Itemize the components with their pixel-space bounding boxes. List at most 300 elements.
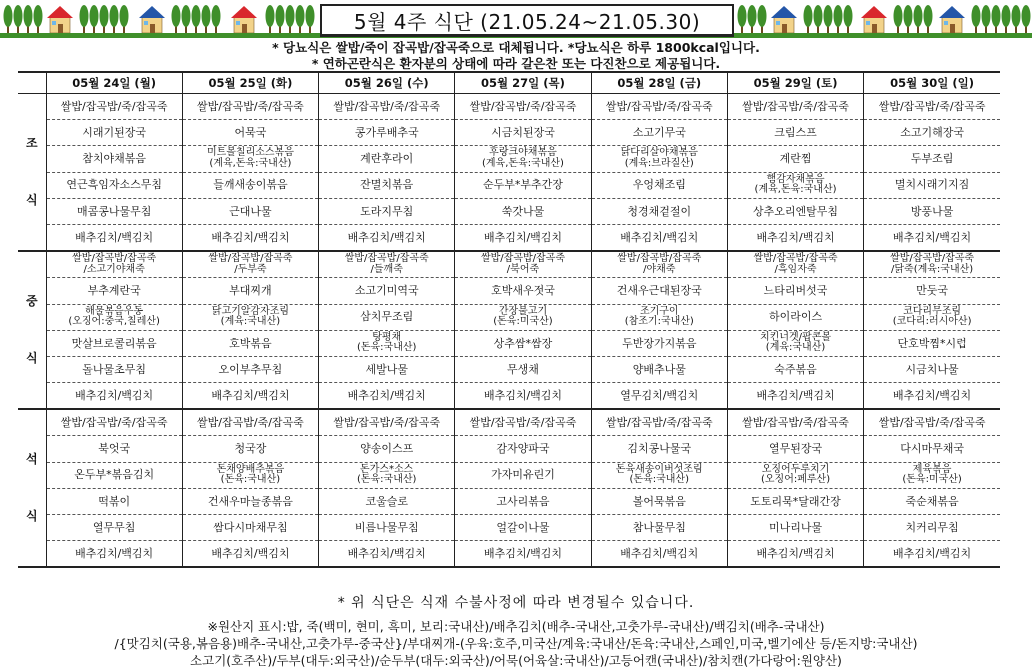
menu-item [47,146,182,172]
menu-item-text: 배추김치/백김치 [75,388,154,402]
menu-item-text: 쌀밥/잡곡밥/잡곡죽 /들깨죽 [344,253,429,275]
menu-item-text: 시래기된장국 [82,126,147,140]
menu-cell [727,251,863,409]
menu-item-text: 배추김치/백김치 [756,388,835,402]
menu-item-text: 감자양파국 [496,442,550,456]
menu-item [183,252,318,278]
menu-item [728,357,863,383]
meal-label [18,251,46,409]
menu-item-text: 고사리볶음 [496,494,550,508]
menu-item-text: 쌀밥/잡곡밥/죽/잡곡죽 [605,99,713,113]
menu-item-text: 가자미유린기 [491,468,555,482]
menu-item-text: 후랑크야채볶음 (계육,돈육:국내산) [481,147,564,169]
menu-cell [319,94,455,252]
menu-cell [864,94,1000,252]
menu-item [864,515,1000,541]
menu-item [728,278,863,304]
menu-item [47,278,182,304]
menu-cell [591,94,727,252]
menu-item-text: 참치야채볶음 [82,152,147,166]
menu-item [592,489,727,515]
menu-item [319,173,454,199]
menu-item [319,463,454,489]
menu-cell [727,409,863,567]
menu-item-text: 하이라이스 [768,310,823,324]
menu-item [592,436,727,462]
menu-item-text: 떡볶이 [98,494,131,508]
menu-item [864,146,1000,172]
menu-item [183,146,318,172]
menu-item-text: 참나물무침 [632,520,686,534]
menu-item [183,305,318,331]
menu-item-text: 배추김치/백김치 [756,230,835,244]
day-header: 05월 24일 (월) [46,72,182,94]
menu-item [455,225,590,250]
menu-item-text: 치커리무침 [905,520,959,534]
menu-item [47,199,182,225]
menu-item [592,199,727,225]
menu-item [319,146,454,172]
menu-item [47,331,182,357]
menu-item [864,463,1000,489]
menu-item [864,199,1000,225]
menu-item [319,94,454,120]
menu-item [455,515,590,541]
meal-label-top: 조 [25,136,38,151]
menu-item [455,383,590,408]
menu-cell [455,251,591,409]
meal-label [18,94,46,252]
menu-item [728,252,863,278]
menu-item-text: 두부조림 [910,152,954,166]
menu-item [592,225,727,250]
menu-item [183,410,318,436]
menu-item [183,173,318,199]
menu-cell [864,409,1000,567]
menu-item-text: 부추계란국 [87,284,141,298]
menu-item-text: 도토리묵*달래간장 [750,494,841,508]
day-header: 05월 30일 (일) [864,72,1000,94]
menu-item [592,94,727,120]
menu-item-text: 김치콩나물국 [627,442,692,456]
menu-item-text: 삼치무조림 [360,310,414,324]
menu-item [47,515,182,541]
menu-item-text: 열무된장국 [768,442,823,456]
menu-item [455,199,590,225]
menu-item-text: 멸치시래기지짐 [894,178,970,192]
menu-item [183,199,318,225]
menu-item-text: 배추김치/백김치 [620,230,699,244]
menu-cell [864,251,1000,409]
menu-item-text: 돈가스*소스 (돈육:국내산) [356,463,417,486]
menu-item-text: 쌀밥/잡곡밥/죽/잡곡죽 [605,416,713,430]
menu-item [455,120,590,146]
menu-item [183,120,318,146]
menu-cell [182,94,318,252]
menu-item [183,541,318,566]
menu-item-text: 소고기무국 [632,126,686,140]
menu-item-text: 쌀밥/잡곡밥/죽/잡곡죽 [197,416,304,430]
menu-item [592,463,727,489]
menu-item-text: 잔멸치볶음 [360,178,414,192]
menu-item [319,515,454,541]
menu-item [592,120,727,146]
menu-item [319,436,454,462]
menu-item [319,357,454,383]
menu-item-text: 방풍나물 [910,204,954,218]
menu-item-text: 호박볶음 [229,336,272,350]
corner-cell [18,72,46,94]
menu-item-text: 배추김치/백김치 [75,547,154,561]
menu-item [592,357,727,383]
menu-item-text: 쌀밥/잡곡밥/죽/잡곡죽 [469,416,577,430]
menu-item [47,94,182,120]
menu-item-text: 쌀밥/잡곡밥/잡곡죽 /소고기야채죽 [72,253,157,275]
menu-item-text: 쌀밥/잡곡밥/잡곡죽 /야채죽 [617,253,702,275]
menu-item-text: 부대찌개 [229,284,272,298]
menu-item [183,225,318,250]
meal-label-bottom: 식 [25,509,38,524]
dysphagia-note: * 연하곤란식은 환자분의 상태에 따라 갈은찬 또는 다진찬으로 제공됩니다. [311,56,721,71]
menu-item-text: 쌀밥/잡곡밥/잡곡죽 /북어죽 [480,253,565,275]
menu-item-text: 무생채 [507,362,539,376]
menu-item [864,541,1000,566]
menu-item-text: 순두부*부추간장 [483,178,563,192]
menu-item [864,252,1000,278]
page-title-text: 5월 4주 식단 (21.05.24~21.05.30) [353,9,701,34]
menu-item [455,463,590,489]
menu-item [319,120,454,146]
menu-item-text: 닭고기알감자조림 (계육:국내산) [211,305,290,328]
menu-item-text: 배추김치/백김치 [620,547,699,561]
menu-item-text: 크림스프 [774,126,817,140]
menu-item-text: 배추김치/백김치 [347,547,426,561]
menu-item-text: 쌀밥/잡곡밥/잡곡죽 /두부죽 [208,253,293,275]
menu-item [455,146,590,172]
menu-item-text: 돌나물초무침 [82,362,147,376]
menu-item [183,463,318,489]
menu-item-text: 돈육새송이버섯조림 (돈육:국내산) [615,463,703,486]
menu-item-text: 청경채겉절이 [627,204,692,218]
meal-label [18,409,46,567]
menu-item [864,410,1000,436]
menu-item [864,173,1000,199]
menu-item [319,199,454,225]
diabetic-note: * 당뇨식은 쌀밥/죽이 잡곡밥/잡곡죽으로 대체됩니다. *당뇨식은 하루 1800kcal입니다. [272,40,760,55]
menu-item-text: 들깨새송이볶음 [213,178,288,192]
menu-item-text: 호박새우젓국 [491,284,555,298]
menu-item [592,541,727,566]
menu-item [728,331,863,357]
menu-item [47,305,182,331]
menu-item [455,278,590,304]
menu-item-text: 배추김치/백김치 [893,547,972,561]
menu-item [592,252,727,278]
menu-item-text: 단호박찜*시럽 [897,336,967,350]
menu-item-text: 미트볼칠리소스볶음 (계육,돈육:국내산) [206,147,294,169]
menu-cell [591,409,727,567]
menu-item-text: 쌀밥/잡곡밥/죽/잡곡죽 [333,416,441,430]
menu-item-text: 맛살브로콜리볶음 [71,336,157,350]
menu-item-text: 배추김치/백김치 [483,230,563,244]
menu-item-text: 배추김치/백김치 [893,230,972,244]
menu-item [183,357,318,383]
menu-item-text: 북엇국 [98,442,131,456]
menu-item-text: 도라지무침 [360,204,414,218]
menu-item [455,357,590,383]
menu-item-text: 어묵국 [234,126,267,140]
menu-item-text: 치킨너겟/팝콘볼 (계육:국내산) [760,331,832,354]
menu-item [728,94,863,120]
menu-item [864,489,1000,515]
menu-item [183,331,318,357]
menu-item [455,331,590,357]
menu-cell [591,251,727,409]
menu-item-text: 우엉채조림 [632,178,686,192]
menu-item-text: 쌀밥/잡곡밥/죽/잡곡죽 [333,99,441,113]
menu-item [728,410,863,436]
menu-item [728,225,863,250]
menu-item [728,541,863,566]
menu-item-text: 쌀밥/잡곡밥/죽/잡곡죽 [878,416,986,430]
menu-item-text: 시금치된장국 [491,126,555,140]
menu-item [183,94,318,120]
menu-item [728,305,863,331]
menu-item-text: 소고기해장국 [900,126,964,140]
meal-row [18,409,1000,567]
menu-item [47,252,182,278]
menu-item [455,94,590,120]
menu-item [47,436,182,462]
menu-item [455,436,590,462]
menu-item [592,515,727,541]
menu-item [455,541,590,566]
page-title [320,4,734,37]
menu-item [864,120,1000,146]
menu-item [47,463,182,489]
menu-item [319,278,454,304]
menu-item-text: 배추김치/백김치 [483,388,563,402]
menu-cell [319,409,455,567]
menu-item-text: 해물볶음우동 (오징어:중국,칠레산) [68,305,160,328]
menu-item [864,383,1000,408]
menu-item-text: 쑥갓나물 [501,204,545,218]
menu-item [183,383,318,408]
origin-line: 소고기(호주산)/두부(대두:외국산)/순두부(대두:외국산)/어묵(어육살:국내산)/고등어캔(국내산)/참치캔(가다랑어:원양산) [190,653,842,668]
menu-item-text: 배추김치/백김치 [211,230,290,244]
menu-item-text: 쌀밥/잡곡밥/죽/잡곡죽 [60,99,168,113]
menu-item [864,225,1000,250]
meal-label-top: 중 [25,294,38,309]
menu-item-text: 양배추나물 [632,362,686,376]
menu-item-text: 코울슬로 [365,494,408,508]
menu-item-text: 햄감자채볶음 (계육,돈육:국내산) [754,173,837,196]
menu-item-text: 다시마무채국 [900,442,964,456]
menu-item [319,252,454,278]
menu-item-text: 시금치나물 [905,362,959,376]
menu-item [592,146,727,172]
menu-item-text: 상추쌈*쌈장 [493,336,553,350]
menu-item-text: 오이부추무침 [218,362,283,376]
menu-item [47,410,182,436]
origin-notice [0,618,1032,669]
menu-item [592,278,727,304]
menu-item [47,357,182,383]
menu-item-text: 세발나물 [365,362,408,376]
menu-item-text: 배추김치/백김치 [756,547,835,561]
day-header: 05월 27일 (목) [455,72,591,94]
menu-item-text: 상추오리엔탈무침 [753,204,839,218]
menu-item [47,120,182,146]
menu-item [728,515,863,541]
menu-item [47,225,182,250]
menu-item-text: 쌀밥/잡곡밥/잡곡죽 /닭죽(계육:국내산) [890,253,975,275]
menu-item-text: 매콤콩나물무침 [76,204,152,218]
menu-cell [46,409,182,567]
meal-label-bottom: 식 [25,351,38,366]
menu-item-text: 쌈다시마채무침 [213,520,288,534]
menu-item-text: 콩가루배추국 [354,126,419,140]
menu-item-text: 쌀밥/잡곡밥/잡곡죽 /흑임자죽 [753,253,838,275]
menu-item [728,489,863,515]
menu-item-text: 쌀밥/잡곡밥/죽/잡곡죽 [742,99,849,113]
menu-cell [455,94,591,252]
menu-item-text: 열무무침 [92,520,136,534]
menu-item [864,357,1000,383]
menu-cell [182,251,318,409]
menu-item-text: 얼갈이나물 [496,520,550,534]
menu-item [592,331,727,357]
menu-item-text: 소고기미역국 [354,284,419,298]
menu-cell [182,409,318,567]
menu-item [864,94,1000,120]
menu-item-text: 근대나물 [229,204,272,218]
menu-item [319,410,454,436]
menu-item-text: 비름나물무침 [354,520,419,534]
menu-item [728,436,863,462]
day-header: 05월 26일 (수) [319,72,455,94]
menu-item-text: 죽순채볶음 [905,494,959,508]
menu-item [728,463,863,489]
menu-item-text: 쌀밥/잡곡밥/죽/잡곡죽 [878,99,986,113]
menu-item-text: 볼어묵볶음 [632,494,686,508]
menu-item [592,410,727,436]
menu-cell [455,409,591,567]
menu-item [319,225,454,250]
menu-item-text: 배추김치/백김치 [211,388,290,402]
menu-item-text: 돈채양배추볶음 (돈육:국내산) [216,463,285,486]
menu-item-text: 오징어두루치기 (오징어:페루산) [760,463,831,486]
menu-item [47,489,182,515]
menu-cell [319,251,455,409]
meal-row [18,251,1000,409]
menu-item [864,331,1000,357]
menu-item [455,489,590,515]
menu-item [183,278,318,304]
menu-item-text: 닭다리살야채볶음 (계육:브라질산) [620,147,698,169]
menu-item [319,383,454,408]
menu-item-text: 열무김치/백김치 [620,388,699,402]
origin-line: /{맛김치(국용,볶음용)배추-국내산,고춧가루-중국산}/부대찌개-(우육:호주,미국산/계육:국내산/돈육:국내산,스페인,미국,벨기에산 등/돈지방:국내산) [114,636,918,651]
menu-item [319,489,454,515]
meal-label-bottom: 식 [25,193,38,208]
menu-item [592,305,727,331]
menu-item-text: 만둣국 [916,284,949,298]
day-header: 05월 28일 (금) [591,72,727,94]
menu-item-text: 배추김치/백김치 [347,388,426,402]
menu-item-text: 조기구이 (참조기:국내산) [624,305,694,328]
menu-item-text: 쌀밥/잡곡밥/죽/잡곡죽 [469,99,577,113]
menu-item-text: 배추김치/백김치 [347,230,426,244]
origin-line: ※원산지 표시:밥, 죽(백미, 현미, 흑미, 보리:국내산)/배추김치(배추-국내산,고춧가루-국내산)/백김치(배추-국내산) [207,619,825,634]
menu-cell [46,251,182,409]
menu-item [319,331,454,357]
menu-item [864,305,1000,331]
menu-item-text: 계란찜 [779,152,812,166]
menu-item [592,383,727,408]
menu-item [728,173,863,199]
menu-item-text: 미나리나물 [768,520,823,534]
menu-item-text: 청국장 [234,442,267,456]
menu-item-text: 배추김치/백김치 [483,547,563,561]
menu-item [592,173,727,199]
menu-item [319,541,454,566]
menu-item [728,146,863,172]
menu-item [728,383,863,408]
menu-item [455,173,590,199]
menu-item [864,278,1000,304]
menu-item-text: 양송이스프 [360,442,414,456]
menu-item-text: 배추김치/백김치 [893,388,972,402]
menu-item [47,173,182,199]
menu-cell [46,94,182,252]
menu-item [864,436,1000,462]
menu-item-text: 온두부*볶음김치 [74,468,155,482]
menu-item-text: 간장불고기 (돈육:미국산) [493,305,553,328]
menu-item [455,410,590,436]
menu-item-text: 두반장가지볶음 [622,336,697,350]
menu-item-text: 탕평채 (돈육:국내산) [356,331,417,354]
menu-item [728,199,863,225]
menu-item [47,541,182,566]
menu-item-text: 배추김치/백김치 [75,230,154,244]
menu-item [728,120,863,146]
menu-item [183,515,318,541]
menu-item [183,489,318,515]
change-notice: * 위 식단은 식재 수불사정에 따라 변경될수 있습니다. [337,595,695,611]
menu-cell [727,94,863,252]
meal-label-top: 석 [25,452,38,467]
menu-item-text: 건새우마늘종볶음 [207,494,293,508]
menu-item [183,436,318,462]
menu-item-text: 쌀밥/잡곡밥/죽/잡곡죽 [60,416,168,430]
menu-item-text: 계란후라이 [360,152,414,166]
meal-row [18,94,1000,252]
menu-item [47,383,182,408]
menu-item-text: 건새우근대된장국 [616,284,702,298]
day-header: 05월 29일 (토) [727,72,863,94]
weekly-menu-table [18,71,1000,568]
menu-item [455,305,590,331]
menu-item-text: 제육볶음 (돈육:미국산) [902,463,962,486]
menu-item-text: 쌀밥/잡곡밥/죽/잡곡죽 [742,416,849,430]
day-header-row [18,72,1000,94]
menu-item [319,305,454,331]
menu-item-text: 쌀밥/잡곡밥/죽/잡곡죽 [197,99,304,113]
menu-item-text: 숙주볶음 [774,362,817,376]
menu-item-text: 코다리무조림 (코다리:러시아산) [892,305,972,328]
menu-item-text: 배추김치/백김치 [211,547,290,561]
